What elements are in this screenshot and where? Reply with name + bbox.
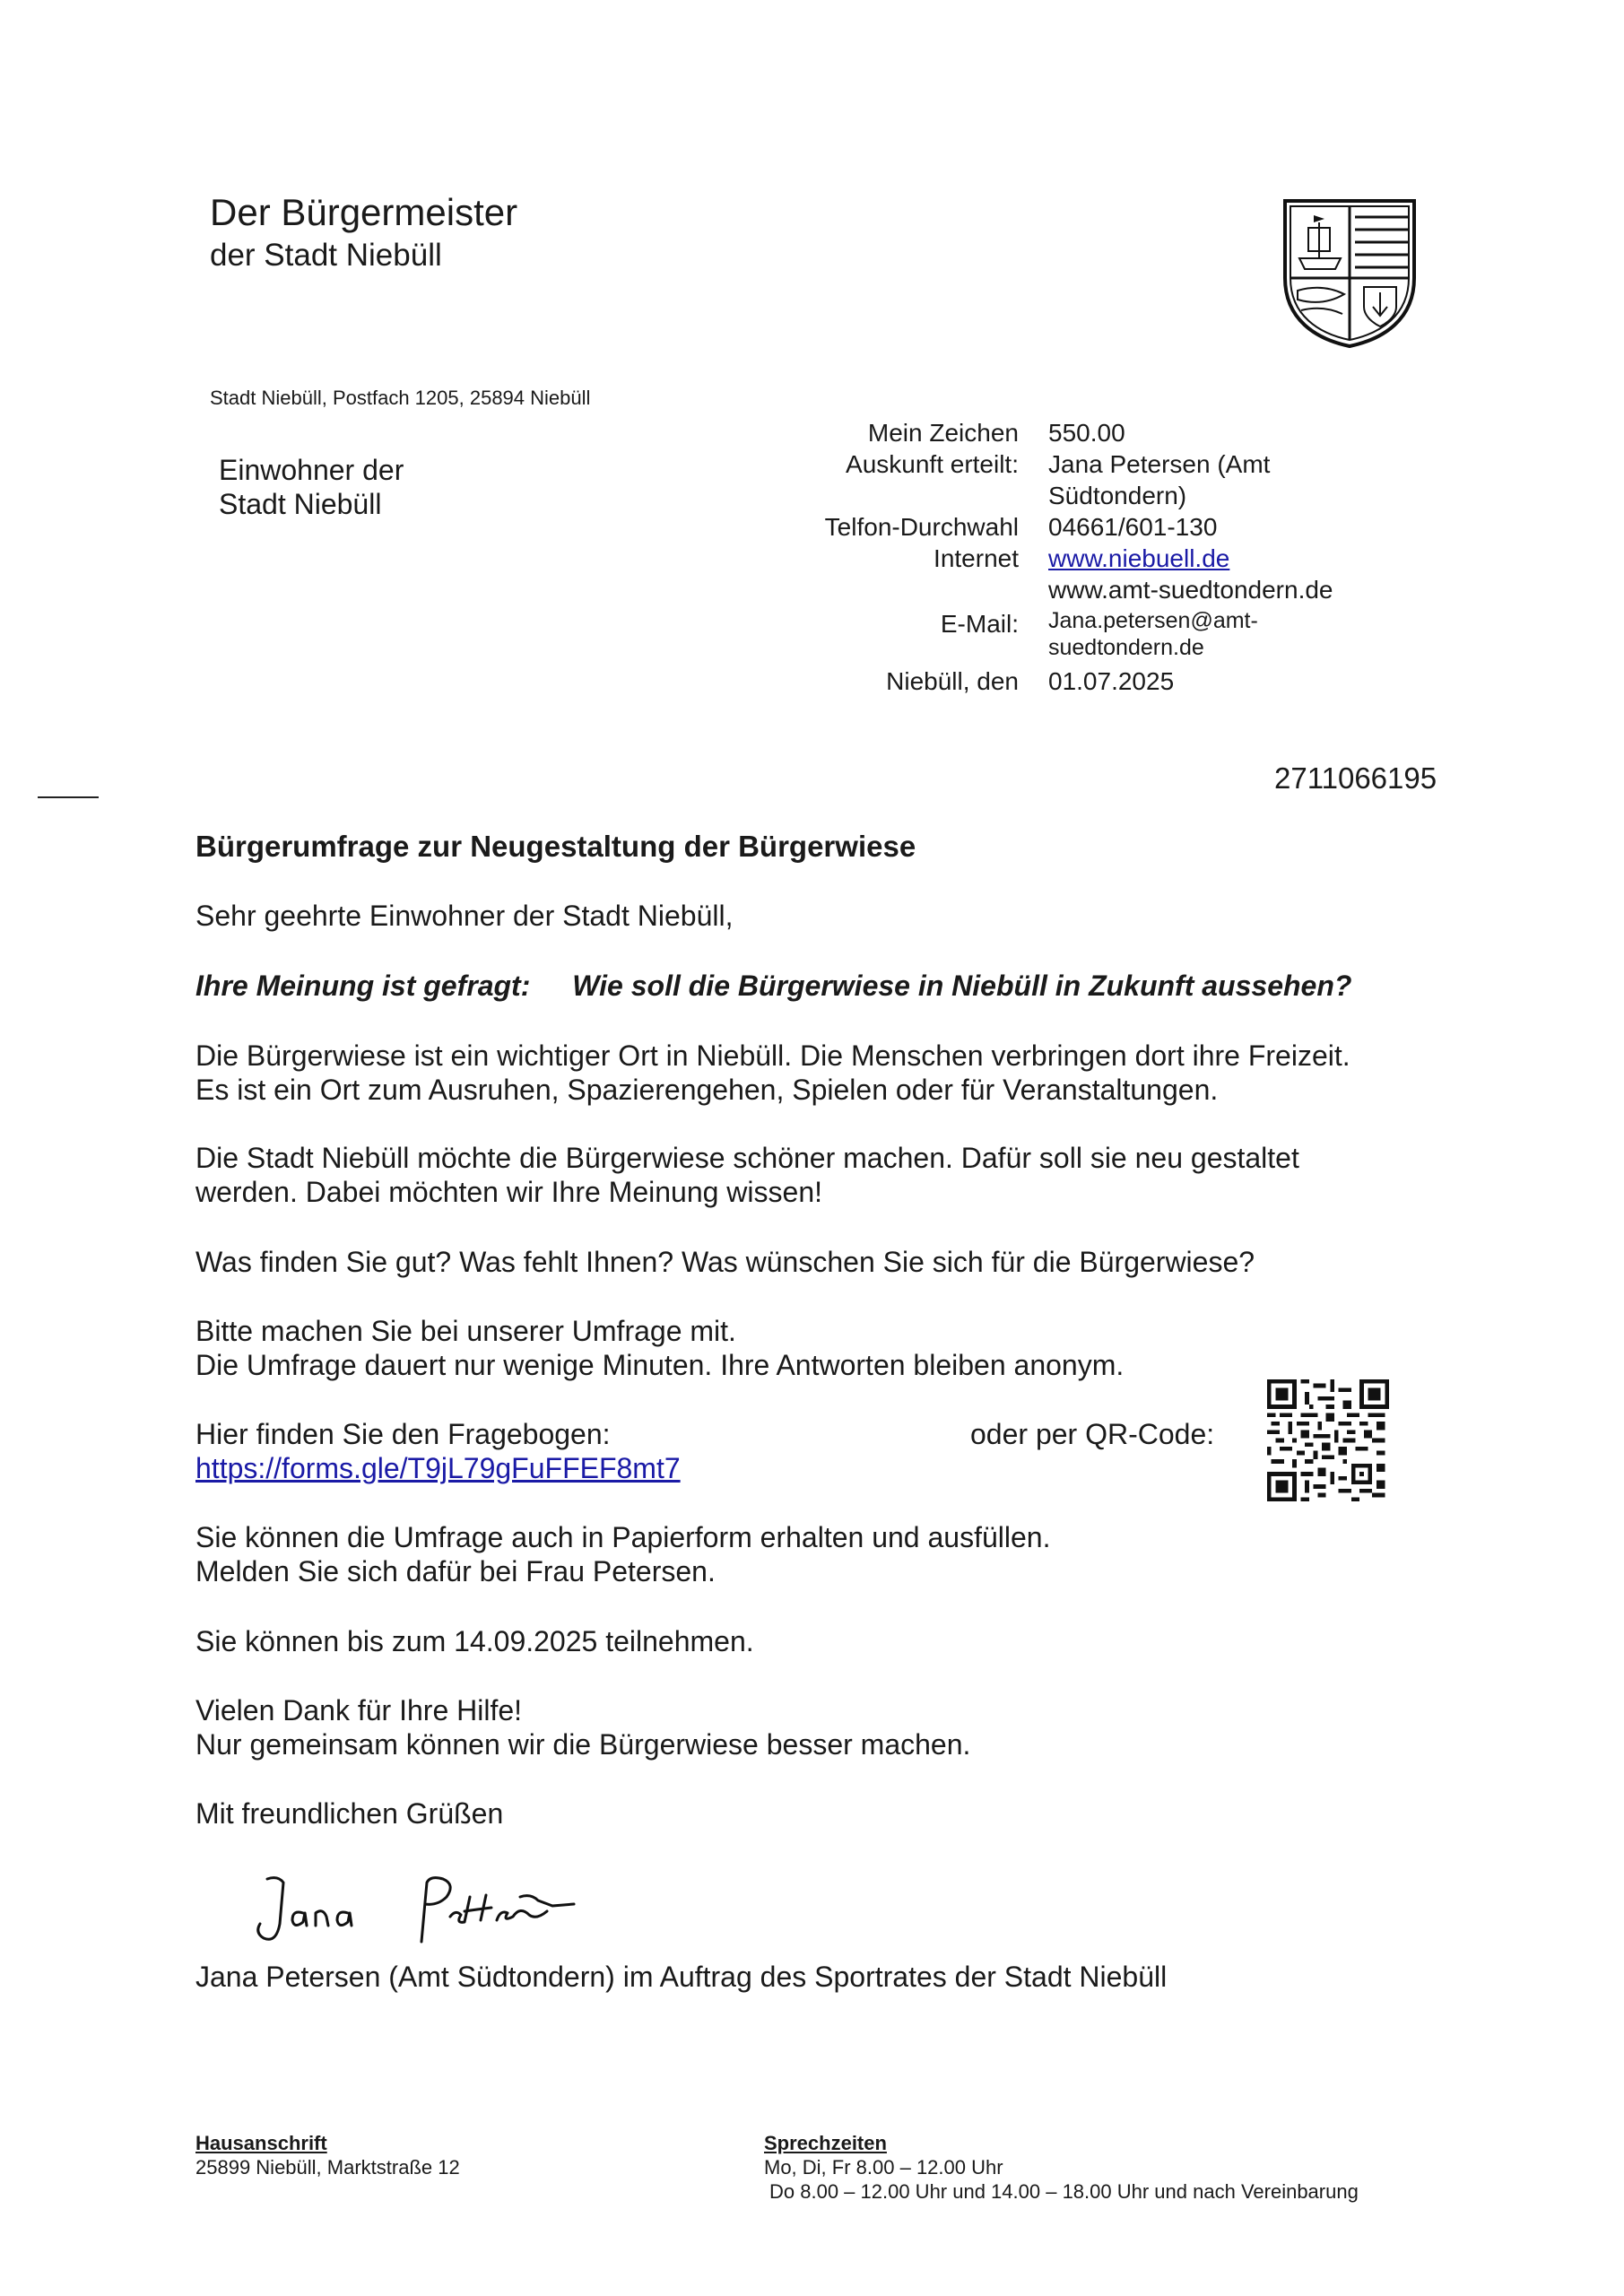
paragraph-5 — [195, 1520, 1050, 1588]
qr-code[interactable] — [1267, 1379, 1389, 1501]
letterhead-title: Der Bürgermeister — [210, 191, 518, 233]
footer-address-text: 25899 Niebüll, Marktstraße 12 — [195, 2156, 460, 2179]
deadline-paragraph: Sie können bis zum 14.09.2025 teilnehmen. — [195, 1625, 754, 1657]
phone-value: 04661/601-130 — [1048, 513, 1218, 541]
recipient-line-2: Stadt Niebüll — [219, 488, 382, 520]
contact-value-line-1: Jana Petersen (Amt — [1048, 450, 1271, 478]
salutation: Sehr geehrte Einwohner der Stadt Niebüll, — [195, 900, 734, 932]
paragraph-1 — [195, 1039, 1350, 1107]
key-question-text: Wie soll die Bürgerwiese in Niebüll in Zukunft aussehen? — [572, 970, 1352, 1002]
paragraph-1-line-1: Die Bürgerwiese ist ein wichtiger Ort in Niebüll. Die Menschen verbringen dort ihre Freizeit. — [195, 1039, 1350, 1072]
date-label: Niebüll, den — [886, 667, 1019, 695]
survey-link[interactable]: https://forms.gle/T9jL79gFuFFEF8mt7 — [195, 1452, 681, 1484]
contact-label: Auskunft erteilt: — [846, 450, 1019, 478]
document-number: 2711066195 — [1274, 761, 1437, 795]
footer-hours-line-2: Do 8.00 – 12.00 Uhr und 14.00 – 18.00 Uhr und nach Vereinbarung — [769, 2180, 1359, 2203]
paragraph-4-line-2: Die Umfrage dauert nur wenige Minuten. Ihre Antworten bleiben anonym. — [195, 1349, 1125, 1381]
handwritten-signature — [251, 1870, 610, 1960]
paragraph-1-line-2: Es ist ein Ort zum Ausruhen, Spazierengehen, Spielen oder für Veranstaltungen. — [195, 1074, 1219, 1106]
coat-of-arms-logo — [1278, 196, 1421, 350]
email-value-line-2: suedtondern.de — [1048, 635, 1204, 660]
website-amt-suedtondern: www.amt-suedtondern.de — [1048, 576, 1333, 604]
key-question-lead: Ihre Meinung ist gefragt: — [195, 970, 531, 1002]
sender-return-address: Stadt Niebüll, Postfach 1205, 25894 Niebüll — [210, 387, 591, 409]
paragraph-5-line-2: Melden Sie sich dafür bei Frau Petersen. — [195, 1555, 716, 1587]
thanks-line-2: Nur gemeinsam können wir die Bürgerwiese besser machen. — [195, 1728, 971, 1761]
fold-mark — [38, 796, 99, 798]
paragraph-2-line-2: werden. Dabei möchten wir Ihre Meinung wissen! — [195, 1176, 822, 1208]
signer-name: Jana Petersen (Amt Südtondern) im Auftrag des Sportrates der Stadt Niebüll — [195, 1961, 1168, 1993]
subject-line: Bürgerumfrage zur Neugestaltung der Bürgerwiese — [195, 830, 916, 863]
email-label: E-Mail: — [940, 610, 1019, 638]
closing: Mit freundlichen Grüßen — [195, 1797, 504, 1830]
paragraph-4 — [195, 1314, 1124, 1382]
footer-address-heading: Hausanschrift — [195, 2132, 327, 2154]
paragraph-2 — [195, 1141, 1299, 1209]
reference-label: Mein Zeichen — [867, 419, 1019, 447]
thanks-line-1: Vielen Dank für Ihre Hilfe! — [195, 1694, 523, 1726]
recipient-line-1: Einwohner der — [219, 454, 404, 486]
website-link-niebuell[interactable]: www.niebuell.de — [1048, 544, 1230, 572]
paragraph-4-line-1: Bitte machen Sie bei unserer Umfrage mit. — [195, 1315, 736, 1347]
paragraph-3: Was finden Sie gut? Was fehlt Ihnen? Was wünschen Sie sich für die Bürgerwiese? — [195, 1246, 1255, 1278]
footer-hours-heading: Sprechzeiten — [764, 2132, 887, 2154]
qr-code-label: oder per QR-Code: — [970, 1418, 1215, 1450]
email-value-line-1: Jana.petersen@amt- — [1048, 608, 1258, 633]
reference-value: 550.00 — [1048, 419, 1125, 447]
phone-label: Telfon-Durchwahl — [824, 513, 1019, 541]
letterhead-subtitle: der Stadt Niebüll — [210, 238, 442, 273]
thanks-paragraph — [195, 1693, 970, 1761]
footer-hours-line-1: Mo, Di, Fr 8.00 – 12.00 Uhr — [764, 2156, 1003, 2179]
survey-label: Hier finden Sie den Fragebogen: — [195, 1418, 611, 1450]
key-question — [195, 969, 1351, 1003]
internet-label: Internet — [934, 544, 1019, 572]
date-value: 01.07.2025 — [1048, 667, 1175, 695]
footer-office-hours — [764, 2131, 1359, 2204]
paragraph-2-line-1: Die Stadt Niebüll möchte die Bürgerwiese schöner machen. Dafür soll sie neu gestaltet — [195, 1142, 1299, 1174]
paragraph-5-line-1: Sie können die Umfrage auch in Papierform erhalten und ausfüllen. — [195, 1521, 1051, 1553]
footer-address — [195, 2131, 460, 2179]
contact-value-line-2: Südtondern) — [1048, 482, 1187, 509]
